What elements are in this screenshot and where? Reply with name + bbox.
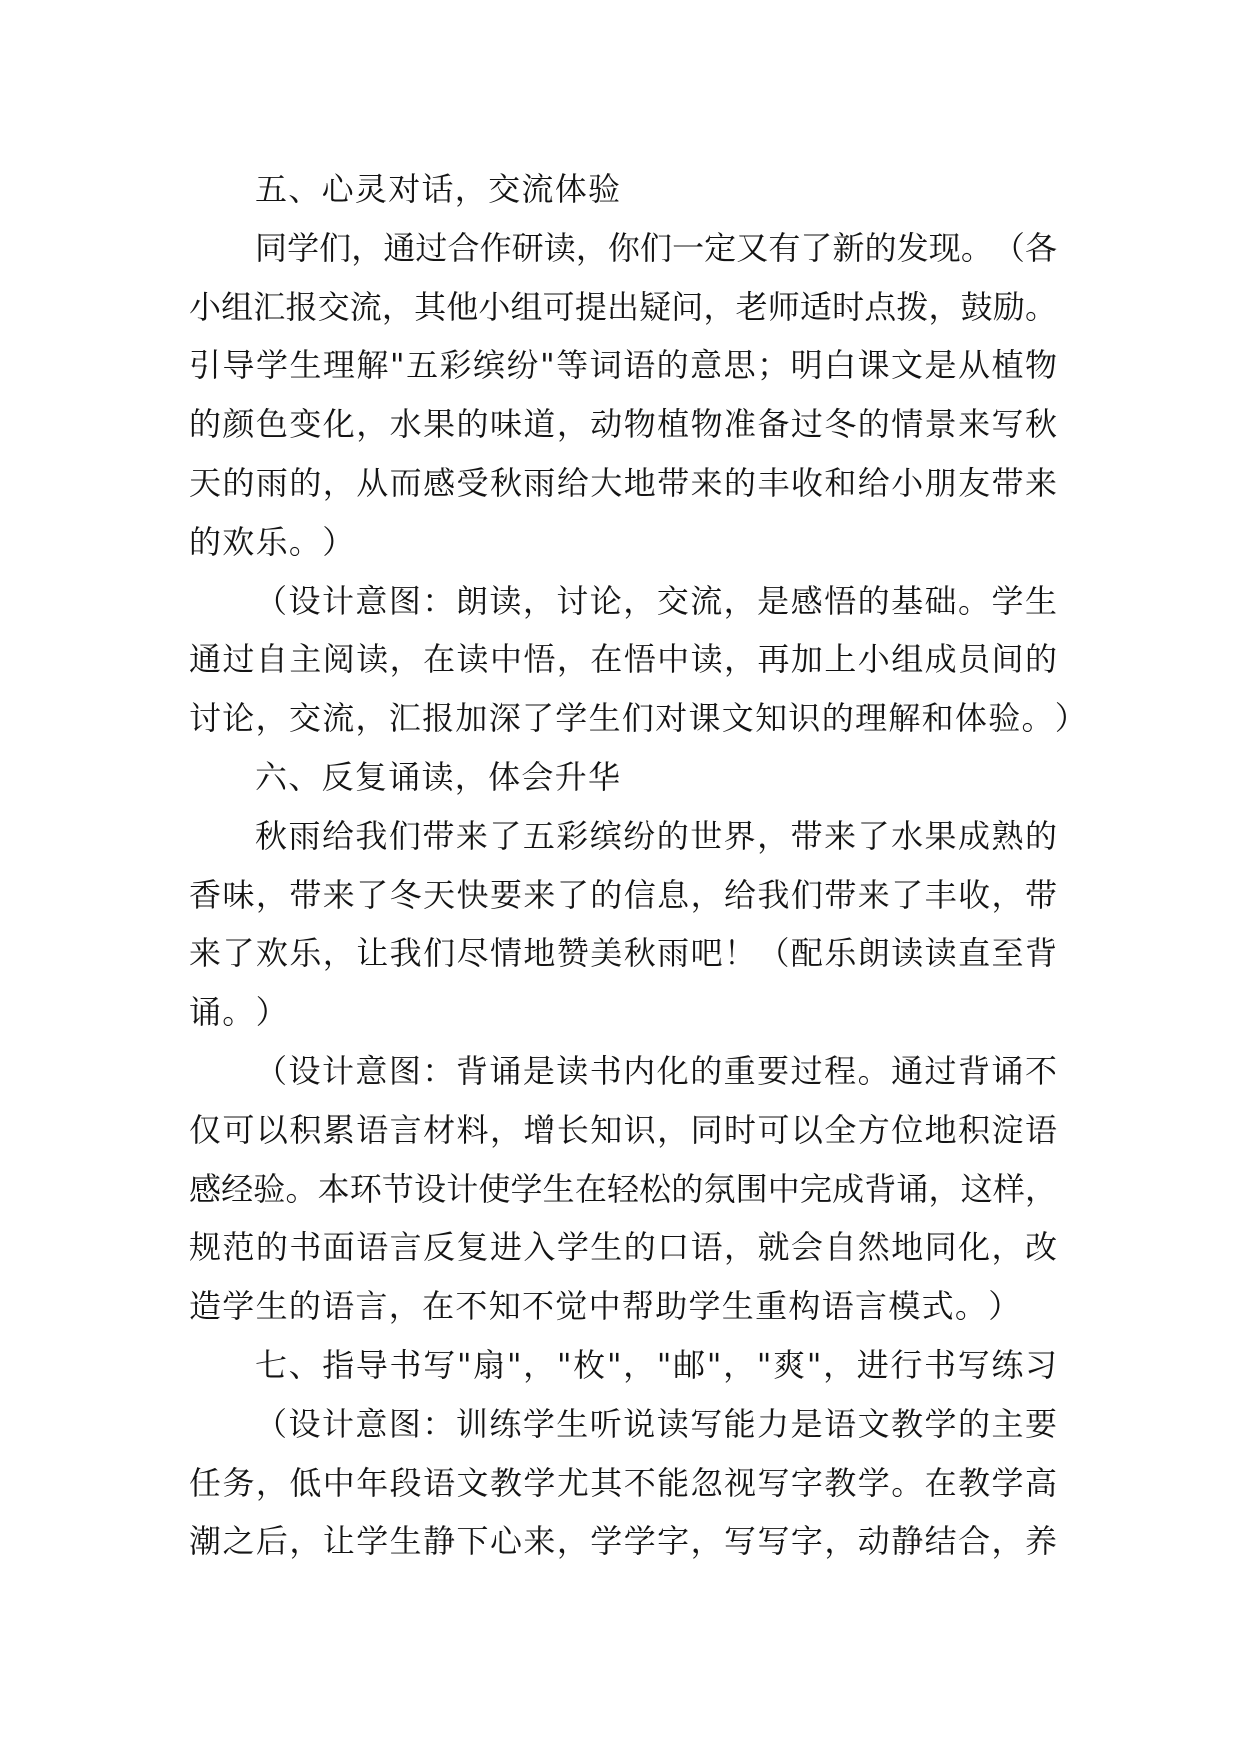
text-line: 的欢乐。） xyxy=(189,522,356,561)
section-heading: 六、反复诵读，体会升华 xyxy=(255,757,622,796)
text-line: （设计意图：朗读，讨论，交流，是感悟的基础。学生 xyxy=(255,581,1057,620)
section-heading-block xyxy=(189,1336,1057,1395)
text-body xyxy=(189,160,1089,1571)
section-heading-block xyxy=(189,160,1057,219)
text-line: 来了欢乐，让我们尽情地赞美秋雨吧！（配乐朗读读直至背 xyxy=(189,934,1057,973)
section-heading: 五、心灵对话，交流体验 xyxy=(255,170,622,208)
section-heading: 七、指导书写"扇"，"枚"，"邮"，"爽"，进行书写练习 xyxy=(255,1345,1057,1384)
text-line: 秋雨给我们带来了五彩缤纷的世界，带来了水果成熟的 xyxy=(255,816,1057,855)
design-intent-paragraph xyxy=(189,572,1089,748)
text-line: 讨论，交流，汇报加深了学生们对课文知识的理解和体验。） xyxy=(189,699,1089,738)
text-line: （设计意图：背诵是读书内化的重要过程。通过背诵不 xyxy=(255,1051,1057,1090)
text-line: 引导学生理解"五彩缤纷"等词语的意思；明白课文是从植物 xyxy=(189,346,1057,385)
text-line: 任务，低中年段语文教学尤其不能忽视写字教学。在教学高 xyxy=(189,1463,1057,1502)
body-paragraph xyxy=(189,807,1057,1042)
text-line: 的颜色变化，水果的味道，动物植物准备过冬的情景来写秋 xyxy=(189,405,1057,444)
section-heading-block xyxy=(189,748,1057,807)
design-intent-paragraph xyxy=(189,1395,1057,1571)
text-line: 诵。） xyxy=(189,993,289,1032)
text-line: 仅可以积累语言材料，增长知识，同时可以全方位地积淀语 xyxy=(189,1110,1057,1149)
text-line: 同学们，通过合作研读，你们一定又有了新的发现。（各 xyxy=(255,228,1057,267)
body-paragraph xyxy=(189,219,1057,572)
text-line: 感经验。本环节设计使学生在轻松的氛围中完成背诵，这样， xyxy=(189,1169,1057,1208)
text-line: 香味，带来了冬天快要来了的信息，给我们带来了丰收，带 xyxy=(189,875,1057,914)
design-intent-paragraph xyxy=(189,1042,1057,1336)
text-line: 造学生的语言，在不知不觉中帮助学生重构语言模式。） xyxy=(189,1287,1022,1326)
text-line: 天的雨的，从而感受秋雨给大地带来的丰收和给小朋友带来 xyxy=(189,463,1057,502)
text-line: 通过自主阅读，在读中悟，在悟中读，再加上小组成员间的 xyxy=(189,640,1057,679)
text-line: 规范的书面语言反复进入学生的口语，就会自然地同化，改 xyxy=(189,1228,1057,1267)
text-line: （设计意图：训练学生听说读写能力是语文教学的主要 xyxy=(255,1404,1057,1443)
text-line: 小组汇报交流，其他小组可提出疑问，老师适时点拨，鼓励。 xyxy=(189,287,1057,326)
text-line: 潮之后，让学生静下心来，学学字，写写字，动静结合，养 xyxy=(189,1522,1057,1561)
